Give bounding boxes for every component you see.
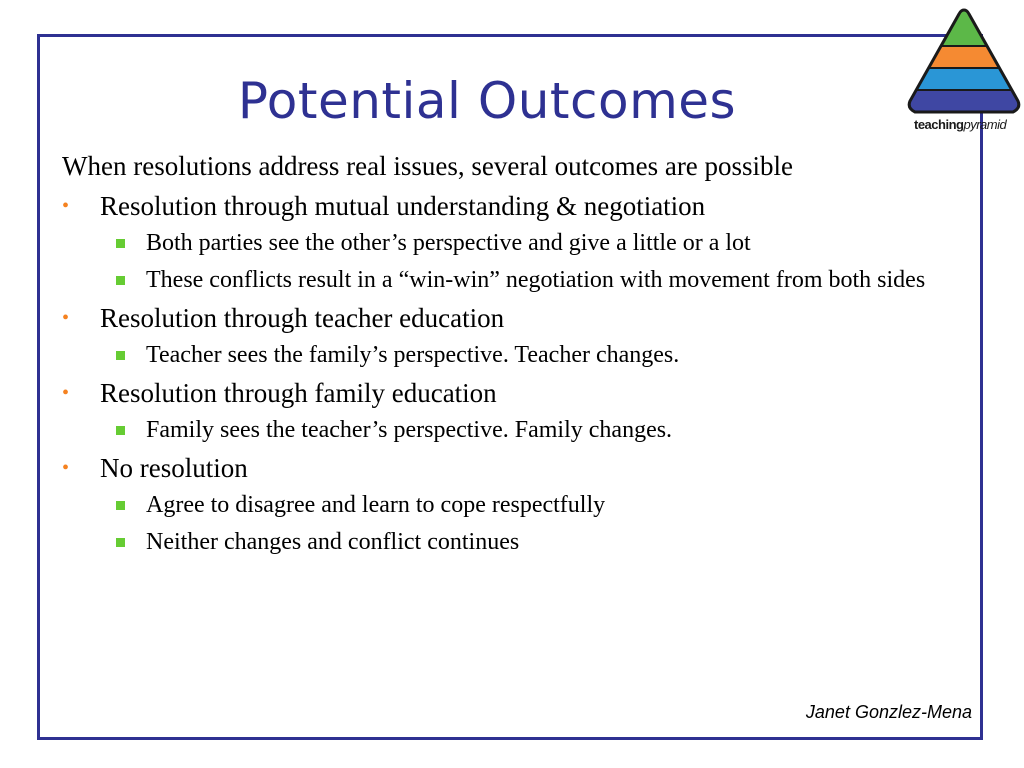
bullet-item: • Resolution through teacher education [62, 303, 505, 333]
sub-bullet-item: Agree to disagree and learn to cope respectfully [62, 490, 962, 521]
sub-bullet-item: Neither changes and conflict continues [62, 527, 962, 558]
square-bullet-icon [116, 538, 125, 547]
bullet-dot-icon: • [62, 307, 70, 329]
intro-text: When resolutions address real issues, several outcomes are possible [62, 151, 794, 181]
slide-title: Potential Outcomes [237, 72, 737, 130]
bullet-dot-icon: • [62, 195, 70, 217]
bullet-item: • Resolution through mutual understanding & negotiation [62, 191, 706, 221]
square-bullet-icon [116, 501, 125, 510]
sub-bullet-item: Teacher sees the family’s perspective. Teacher changes. [62, 340, 962, 371]
bullet-item: • Resolution through family education [62, 378, 497, 408]
sub-bullet-item: Both parties see the other’s perspective and give a little or a lot [62, 228, 962, 259]
slide-body [62, 150, 962, 564]
logo-wordmark: teachingpyramid [914, 117, 1007, 132]
author-credit: Janet Gonzlez-Mena [805, 702, 972, 722]
sub-bullet-item: Family sees the teacher’s perspective. Family changes. [62, 415, 962, 446]
bullet-dot-icon: • [62, 457, 70, 479]
sub-bullet-item: These conflicts result in a “win-win” negotiation with movement from both sides [62, 265, 962, 296]
square-bullet-icon [116, 351, 125, 360]
square-bullet-icon [116, 239, 125, 248]
bullet-dot-icon: • [62, 382, 70, 404]
bullet-item: • No resolution [62, 453, 248, 483]
square-bullet-icon [116, 276, 125, 285]
square-bullet-icon [116, 426, 125, 435]
